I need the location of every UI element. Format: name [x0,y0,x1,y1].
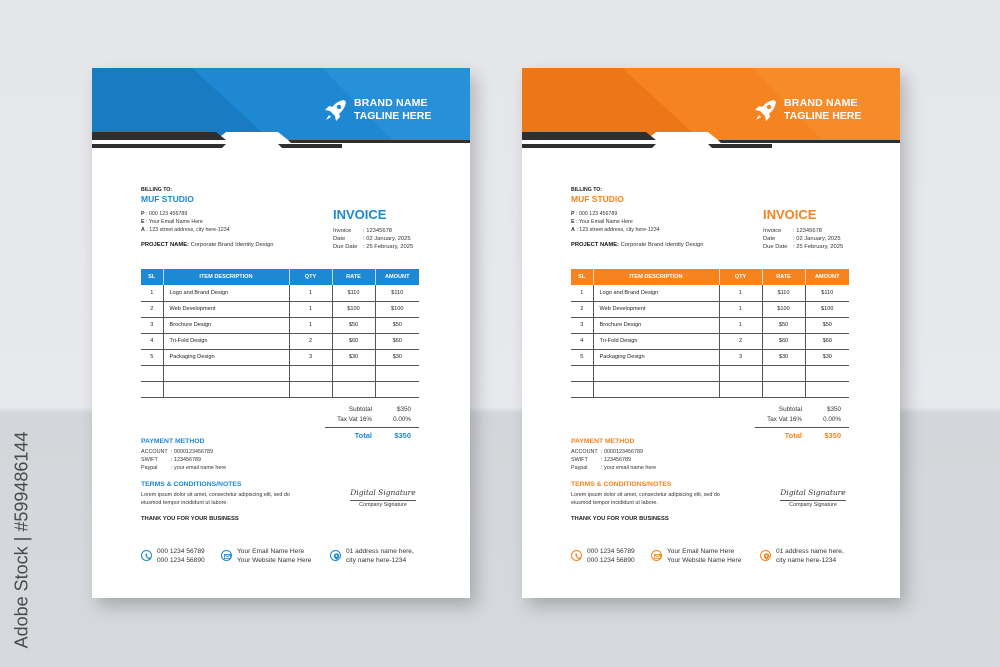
cell-rate: $30 [762,349,805,365]
invoice-due-date: Due Date : 25 February, 2025 [333,244,414,251]
cell-sl: 3 [571,317,593,333]
email-icon [651,550,662,561]
cell-qty: 1 [289,285,332,301]
cell-sl: 1 [141,285,163,301]
brand-tagline: TAGLINE HERE [354,110,432,122]
cell-description: Logo and Brand Design [163,285,289,301]
cell-description: Web Development [593,301,719,317]
cell-amount: $110 [805,285,849,301]
tax-row: Tax Vat 16% 0.00% [767,416,841,423]
payment-paypal: Paypal : your email name here [141,465,227,471]
subtotal-row: Subtotal $350 [778,406,841,413]
col-description: ITEM DESCRIPTION [593,269,719,285]
cell-sl: 4 [571,333,593,349]
invoice-header [92,68,470,148]
table-row [571,285,849,301]
footer-phone-2: 000 1234 56890 [587,556,635,564]
table-row [571,317,849,333]
invoice-due-date: Due Date : 25 February, 2025 [763,244,844,251]
footer-phone-2: 000 1234 56890 [157,556,205,564]
phone-icon [571,550,582,561]
cell-amount: $60 [805,333,849,349]
col-description: ITEM DESCRIPTION [163,269,289,285]
location-pin-icon [760,550,771,561]
cell-amount: $50 [375,317,419,333]
cell-rate [332,365,375,381]
payment-method [141,438,226,472]
cell-description [163,381,289,397]
table-row [571,365,849,381]
col-rate: RATE [332,269,375,285]
location-pin-icon [330,550,341,561]
cell-amount: $110 [375,285,419,301]
cell-description [593,381,719,397]
cell-qty: 1 [719,301,762,317]
table-row [141,333,419,349]
cell-amount: $60 [375,333,419,349]
cell-amount [375,365,419,381]
cell-sl [571,365,593,381]
terms-text: Lorem ipsum dolor sit amet, consectetur adipiscing elit, sed do eiusmod tempor incididunt ut labore. [141,492,290,506]
cell-sl [141,365,163,381]
client-name: MUF STUDIO [571,194,624,204]
cell-qty: 1 [719,317,762,333]
cell-qty [719,381,762,397]
footer-address-1: 01 address name here, [776,548,844,555]
total-row: Total $350 [784,431,841,440]
cell-amount: $30 [375,349,419,365]
phone-icon [141,550,152,561]
cell-amount [805,381,849,397]
cell-sl: 4 [141,333,163,349]
billing-block [571,187,660,235]
signature-label: Company Signature [789,502,837,508]
cell-qty: 1 [289,317,332,333]
subtotal-row: Subtotal $350 [348,406,411,413]
invoice-title: INVOICE [763,207,817,222]
footer-email-text: Your Email Name Here [237,548,305,555]
items-table [141,269,419,398]
items-table [571,269,849,398]
totals-block [755,405,849,441]
table-row [571,349,849,365]
terms-notes [141,481,301,507]
billing-label: BILLING TO: [571,187,603,193]
signature-label: Company Signature [359,502,407,508]
cell-rate: $110 [332,285,375,301]
total-row: Total $350 [354,431,411,440]
invoice-footer [571,547,871,569]
terms-notes [571,481,731,507]
payment-swift: SWIFT : 123456789 [571,457,631,463]
invoice-sheet-blue [92,68,470,598]
footer-address-1: 01 address name here, [346,548,414,555]
col-qty: QTY [289,269,332,285]
rocket-icon [752,96,780,124]
terms-text: Lorem ipsum dolor sit amet, consectetur adipiscing elit, sed do eiusmod tempor incididunt ut labore. [571,492,720,506]
cell-rate: $100 [762,301,805,317]
cell-rate [762,381,805,397]
cell-rate: $50 [332,317,375,333]
payment-method [571,438,656,472]
cell-rate: $110 [762,285,805,301]
brand-block [752,96,892,126]
billing-label: BILLING TO: [141,187,173,193]
cell-sl: 1 [571,285,593,301]
client-contact [141,210,230,235]
signature-line [780,500,846,501]
invoice-date: Date : 02 January, 2025 [333,236,411,243]
brand-name: BRAND NAME [784,97,858,109]
cell-amount: $100 [375,301,419,317]
stock-watermark-text: Adobe Stock | #599486144 [11,431,32,649]
cell-rate [332,381,375,397]
cell-description: Tri-Fold Design [593,333,719,349]
table-row [571,381,849,397]
footer-address-2: city name here-1234 [776,556,837,564]
footer-website-text: Your Website Name Here [237,556,312,564]
totals-divider [755,427,849,428]
cell-amount: $100 [805,301,849,317]
cell-qty: 1 [719,285,762,301]
payment-account: ACCOUNT : 0000123456789 [141,449,213,455]
col-amount: AMOUNT [805,269,849,285]
invoice-sheet-orange [522,68,900,598]
col-sl: SL [141,269,163,285]
cell-sl [141,381,163,397]
payment-swift: SWIFT : 123456789 [141,457,201,463]
cell-description: Packaging Design [163,349,289,365]
footer-email-text: Your Email Name Here [667,548,735,555]
tax-row: Tax Vat 16% 0.00% [337,416,411,423]
cell-description: Packaging Design [593,349,719,365]
cell-sl: 3 [141,317,163,333]
cell-amount [805,365,849,381]
items-table-header [571,269,849,285]
cell-qty [289,381,332,397]
footer-address-2: city name here-1234 [346,556,407,564]
invoice-meta [333,227,413,252]
totals-block [325,405,419,441]
invoice-title: INVOICE [333,207,387,222]
billing-block [141,187,230,235]
signature-script: Digital Signature [780,488,846,497]
footer-phone-1: 000 1234 56789 [157,548,205,555]
cell-sl: 2 [141,301,163,317]
cell-qty [289,365,332,381]
cell-qty [719,365,762,381]
cell-qty: 1 [289,301,332,317]
table-row [141,285,419,301]
footer-website-text: Your Website Name Here [667,556,742,564]
thank-you-note: THANK YOU FOR YOUR BUSINESS [571,516,669,522]
cell-rate: $60 [332,333,375,349]
totals-divider [325,427,419,428]
cell-amount: $50 [805,317,849,333]
cell-amount: $30 [805,349,849,365]
table-row [141,317,419,333]
client-phone: P : 000 123 456789 [141,211,188,217]
cell-sl: 2 [571,301,593,317]
invoice-meta [763,227,843,252]
cell-qty: 3 [289,349,332,365]
company-signature [780,488,846,508]
project-name: PROJECT NAME: Corporate Brand Identity Design [141,242,274,248]
footer-phone-1: 000 1234 56789 [587,548,635,555]
terms-title: TERMS & CONDITIONS/NOTES [141,481,242,488]
signature-script: Digital Signature [350,488,416,497]
client-email: E : Your Email Name Here [571,219,633,226]
cell-description: Brochure Design [163,317,289,333]
table-row [141,381,419,397]
payment-title: PAYMENT METHOD [141,438,205,445]
signature-line [350,500,416,501]
table-row [571,301,849,317]
col-sl: SL [571,269,593,285]
table-row [571,333,849,349]
cell-rate: $30 [332,349,375,365]
client-contact [571,210,660,235]
cell-description [593,365,719,381]
email-icon [221,550,232,561]
table-row [141,301,419,317]
cell-amount [375,381,419,397]
invoice-footer [141,547,441,569]
payment-title: PAYMENT METHOD [571,438,635,445]
company-signature [350,488,416,508]
table-row [141,349,419,365]
cell-description: Logo and Brand Design [593,285,719,301]
cell-rate: $50 [762,317,805,333]
cell-sl [571,381,593,397]
project-name: PROJECT NAME: Corporate Brand Identity Design [571,242,704,248]
client-email: E : Your Email Name Here [141,219,203,226]
brand-tagline: TAGLINE HERE [784,110,862,122]
terms-title: TERMS & CONDITIONS/NOTES [571,481,672,488]
client-address: A : 123 street address, city here-1234 [141,227,230,234]
thank-you-note: THANK YOU FOR YOUR BUSINESS [141,516,239,522]
cell-description [163,365,289,381]
invoice-number: Invoice : 12345678 [333,228,393,234]
invoice-header [522,68,900,148]
table-row [141,365,419,381]
cell-rate: $100 [332,301,375,317]
client-address: A : 123 street address, city here-1234 [571,227,660,234]
cell-description: Web Development [163,301,289,317]
col-qty: QTY [719,269,762,285]
cell-sl: 5 [571,349,593,365]
invoice-date: Date : 02 January, 2025 [763,236,841,243]
client-phone: P : 000 123 456789 [571,211,618,217]
cell-qty: 2 [289,333,332,349]
cell-description: Tri-Fold Design [163,333,289,349]
cell-rate [762,365,805,381]
cell-qty: 2 [719,333,762,349]
cell-sl: 5 [141,349,163,365]
payment-paypal: Paypal : your email name here [571,465,657,471]
brand-name: BRAND NAME [354,97,428,109]
payment-account: ACCOUNT : 0000123456789 [571,449,643,455]
cell-rate: $60 [762,333,805,349]
rocket-icon [322,96,350,124]
invoice-number: Invoice : 12345678 [763,228,823,234]
stock-watermark-id [2,420,42,660]
client-name: MUF STUDIO [141,194,194,204]
cell-qty: 3 [719,349,762,365]
items-table-header [141,269,419,285]
brand-block [322,96,462,126]
col-rate: RATE [762,269,805,285]
cell-description: Brochure Design [593,317,719,333]
col-amount: AMOUNT [375,269,419,285]
